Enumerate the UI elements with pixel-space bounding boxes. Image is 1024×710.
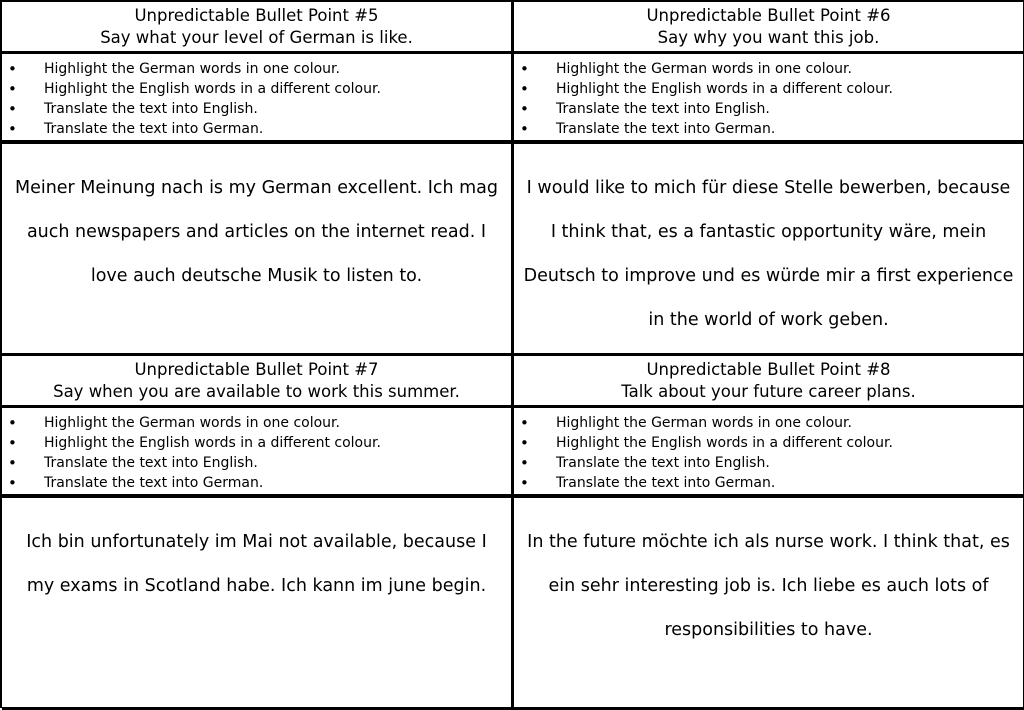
passage-container bbox=[2, 144, 511, 353]
task-list bbox=[514, 408, 1023, 498]
task-list bbox=[2, 408, 511, 498]
card-bullet-point-8 bbox=[514, 356, 1024, 710]
task-item: • Translate the text into German. bbox=[2, 119, 511, 139]
passage-text: Meiner Meinung nach is my German excellent. Ich mag auch newspapers and articles on the internet read. I love auch deutsche Musik to listen to. bbox=[14, 178, 499, 286]
task-item: • Highlight the English words in a different colour. bbox=[514, 433, 1023, 453]
passage-container bbox=[514, 498, 1023, 707]
task-item: • Highlight the English words in a different colour. bbox=[2, 433, 511, 453]
card-title: Unpredictable Bullet Point #6 bbox=[646, 5, 891, 25]
passage-text: I would like to mich für diese Stelle bewerben, because I think that, es a fantastic opportunity wäre, mein Deutsch to improve und es würde mir a first experience in the world of work geben. bbox=[523, 178, 1014, 330]
card-prompt: Say what your level of German is like. bbox=[100, 27, 413, 47]
card-prompt: Talk about your future career plans. bbox=[621, 381, 916, 401]
card-header bbox=[2, 356, 511, 408]
passage-container bbox=[514, 144, 1023, 353]
task-item: • Translate the text into German. bbox=[514, 473, 1023, 493]
passage-text: In the future möchte ich als nurse work. I think that, es ein sehr interesting job is. Ich liebe es auch lots of responsibilities to have. bbox=[527, 532, 1010, 640]
card-header bbox=[2, 2, 511, 54]
task-item: • Translate the text into English. bbox=[514, 453, 1023, 473]
card-bullet-point-5 bbox=[2, 2, 514, 356]
card-bullet-point-6 bbox=[514, 2, 1024, 356]
card-header bbox=[514, 356, 1023, 408]
passage-text: Ich bin unfortunately im Mai not available, because I my exams in Scotland habe. Ich kann im june begin. bbox=[26, 532, 487, 596]
task-item: • Translate the text into English. bbox=[2, 453, 511, 473]
task-item: • Translate the text into English. bbox=[514, 99, 1023, 119]
task-item: • Highlight the German words in one colour. bbox=[514, 59, 1023, 79]
task-item: • Translate the text into German. bbox=[2, 473, 511, 493]
card-prompt: Say why you want this job. bbox=[657, 27, 880, 47]
card-title: Unpredictable Bullet Point #7 bbox=[134, 359, 379, 379]
task-item: • Highlight the German words in one colour. bbox=[2, 413, 511, 433]
task-item: • Highlight the German words in one colour. bbox=[2, 59, 511, 79]
task-list bbox=[514, 54, 1023, 144]
task-item: • Highlight the German words in one colour. bbox=[514, 413, 1023, 433]
card-header bbox=[514, 2, 1023, 54]
task-item: • Highlight the English words in a different colour. bbox=[2, 79, 511, 99]
card-title: Unpredictable Bullet Point #5 bbox=[134, 5, 379, 25]
card-prompt: Say when you are available to work this summer. bbox=[53, 381, 460, 401]
task-list bbox=[2, 54, 511, 144]
passage-container bbox=[2, 498, 511, 707]
task-item: • Translate the text into English. bbox=[2, 99, 511, 119]
task-item: • Highlight the English words in a different colour. bbox=[514, 79, 1023, 99]
card-title: Unpredictable Bullet Point #8 bbox=[646, 359, 891, 379]
card-bullet-point-7 bbox=[2, 356, 514, 710]
task-item: • Translate the text into German. bbox=[514, 119, 1023, 139]
